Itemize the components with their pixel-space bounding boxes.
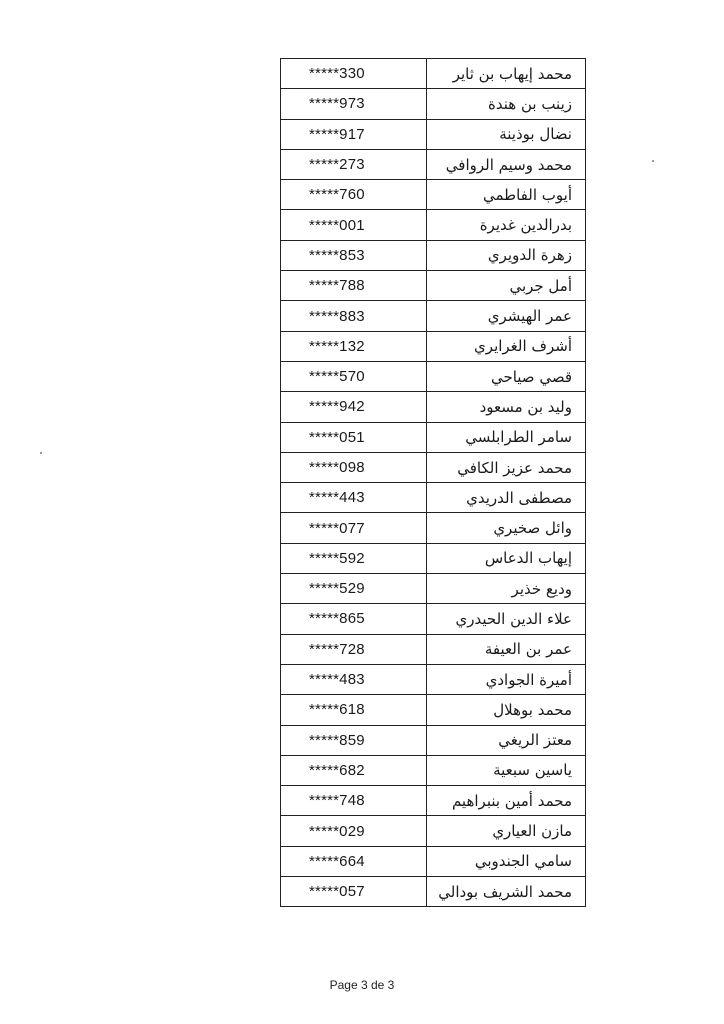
table-row (281, 786, 586, 816)
masked-id-cell: *****760 (281, 180, 427, 210)
table-row (281, 877, 586, 907)
masked-id-cell: *****057 (281, 877, 427, 907)
masked-id-cell: *****132 (281, 331, 427, 361)
person-name-cell: مازن العياري (427, 816, 586, 846)
person-name-cell: محمد أمين بنبراهيم (427, 786, 586, 816)
person-name-cell: بدرالدين غديرة (427, 210, 586, 240)
scan-speck (652, 160, 654, 162)
table-row (281, 483, 586, 513)
person-name-cell: محمد وسيم الروافي (427, 149, 586, 179)
scan-speck (40, 452, 42, 454)
masked-id-cell: *****570 (281, 361, 427, 391)
masked-id-cell: *****853 (281, 240, 427, 270)
person-name-cell: مصطفى الدريدي (427, 483, 586, 513)
person-name-cell: أشرف الغرايري (427, 331, 586, 361)
table-row (281, 271, 586, 301)
names-table-body (281, 59, 586, 907)
person-name-cell: محمد بوهلال (427, 695, 586, 725)
masked-id-cell: *****592 (281, 543, 427, 573)
table-row (281, 361, 586, 391)
person-name-cell: عمر بن العيفة (427, 634, 586, 664)
person-name-cell: محمد عزيز الكافي (427, 452, 586, 482)
person-name-cell: علاء الدين الحيدري (427, 604, 586, 634)
person-name-cell: وليد بن مسعود (427, 392, 586, 422)
table-row (281, 59, 586, 89)
person-name-cell: زهرة الدويري (427, 240, 586, 270)
table-row (281, 513, 586, 543)
table-row (281, 725, 586, 755)
person-name-cell: سامر الطرابلسي (427, 422, 586, 452)
table-row (281, 89, 586, 119)
person-name-cell: قصي صياحي (427, 361, 586, 391)
person-name-cell: وديع خذير (427, 574, 586, 604)
person-name-cell: إيهاب الدعاس (427, 543, 586, 573)
person-name-cell: أيوب الفاطمي (427, 180, 586, 210)
masked-id-cell: *****077 (281, 513, 427, 543)
masked-id-cell: *****098 (281, 452, 427, 482)
table-row (281, 119, 586, 149)
table-row (281, 452, 586, 482)
table-row (281, 755, 586, 785)
person-name-cell: ياسين سبعية (427, 755, 586, 785)
table-row (281, 695, 586, 725)
table-row (281, 422, 586, 452)
table-row (281, 301, 586, 331)
person-name-cell: عمر الهيشري (427, 301, 586, 331)
masked-id-cell: *****859 (281, 725, 427, 755)
names-table-container (280, 58, 572, 907)
table-row (281, 210, 586, 240)
masked-id-cell: *****483 (281, 664, 427, 694)
masked-id-cell: *****883 (281, 301, 427, 331)
person-name-cell: محمد إيهاب بن ثاير (427, 59, 586, 89)
masked-id-cell: *****618 (281, 695, 427, 725)
masked-id-cell: *****029 (281, 816, 427, 846)
table-row (281, 240, 586, 270)
table-row (281, 180, 586, 210)
masked-id-cell: *****001 (281, 210, 427, 240)
person-name-cell: أميرة الجوادي (427, 664, 586, 694)
masked-id-cell: *****529 (281, 574, 427, 604)
person-name-cell: نضال بوذينة (427, 119, 586, 149)
table-row (281, 664, 586, 694)
masked-id-cell: *****788 (281, 271, 427, 301)
person-name-cell: وائل صخيري (427, 513, 586, 543)
person-name-cell: محمد الشريف بودالي (427, 877, 586, 907)
table-row (281, 846, 586, 876)
person-name-cell: معتز الريغي (427, 725, 586, 755)
table-row (281, 574, 586, 604)
table-row (281, 604, 586, 634)
masked-id-cell: *****330 (281, 59, 427, 89)
masked-id-cell: *****664 (281, 846, 427, 876)
table-row (281, 149, 586, 179)
table-row (281, 816, 586, 846)
person-name-cell: أمل جربي (427, 271, 586, 301)
masked-id-cell: *****917 (281, 119, 427, 149)
table-row (281, 543, 586, 573)
table-row (281, 392, 586, 422)
page-number-footer: Page 3 de 3 (329, 978, 395, 992)
masked-id-cell: *****748 (281, 786, 427, 816)
table-row (281, 331, 586, 361)
masked-id-cell: *****973 (281, 89, 427, 119)
masked-id-cell: *****051 (281, 422, 427, 452)
masked-id-cell: *****682 (281, 755, 427, 785)
names-table (280, 58, 586, 907)
person-name-cell: سامي الجندوبي (427, 846, 586, 876)
masked-id-cell: *****728 (281, 634, 427, 664)
masked-id-cell: *****273 (281, 149, 427, 179)
masked-id-cell: *****865 (281, 604, 427, 634)
masked-id-cell: *****942 (281, 392, 427, 422)
masked-id-cell: *****443 (281, 483, 427, 513)
person-name-cell: زينب بن هندة (427, 89, 586, 119)
table-row (281, 634, 586, 664)
